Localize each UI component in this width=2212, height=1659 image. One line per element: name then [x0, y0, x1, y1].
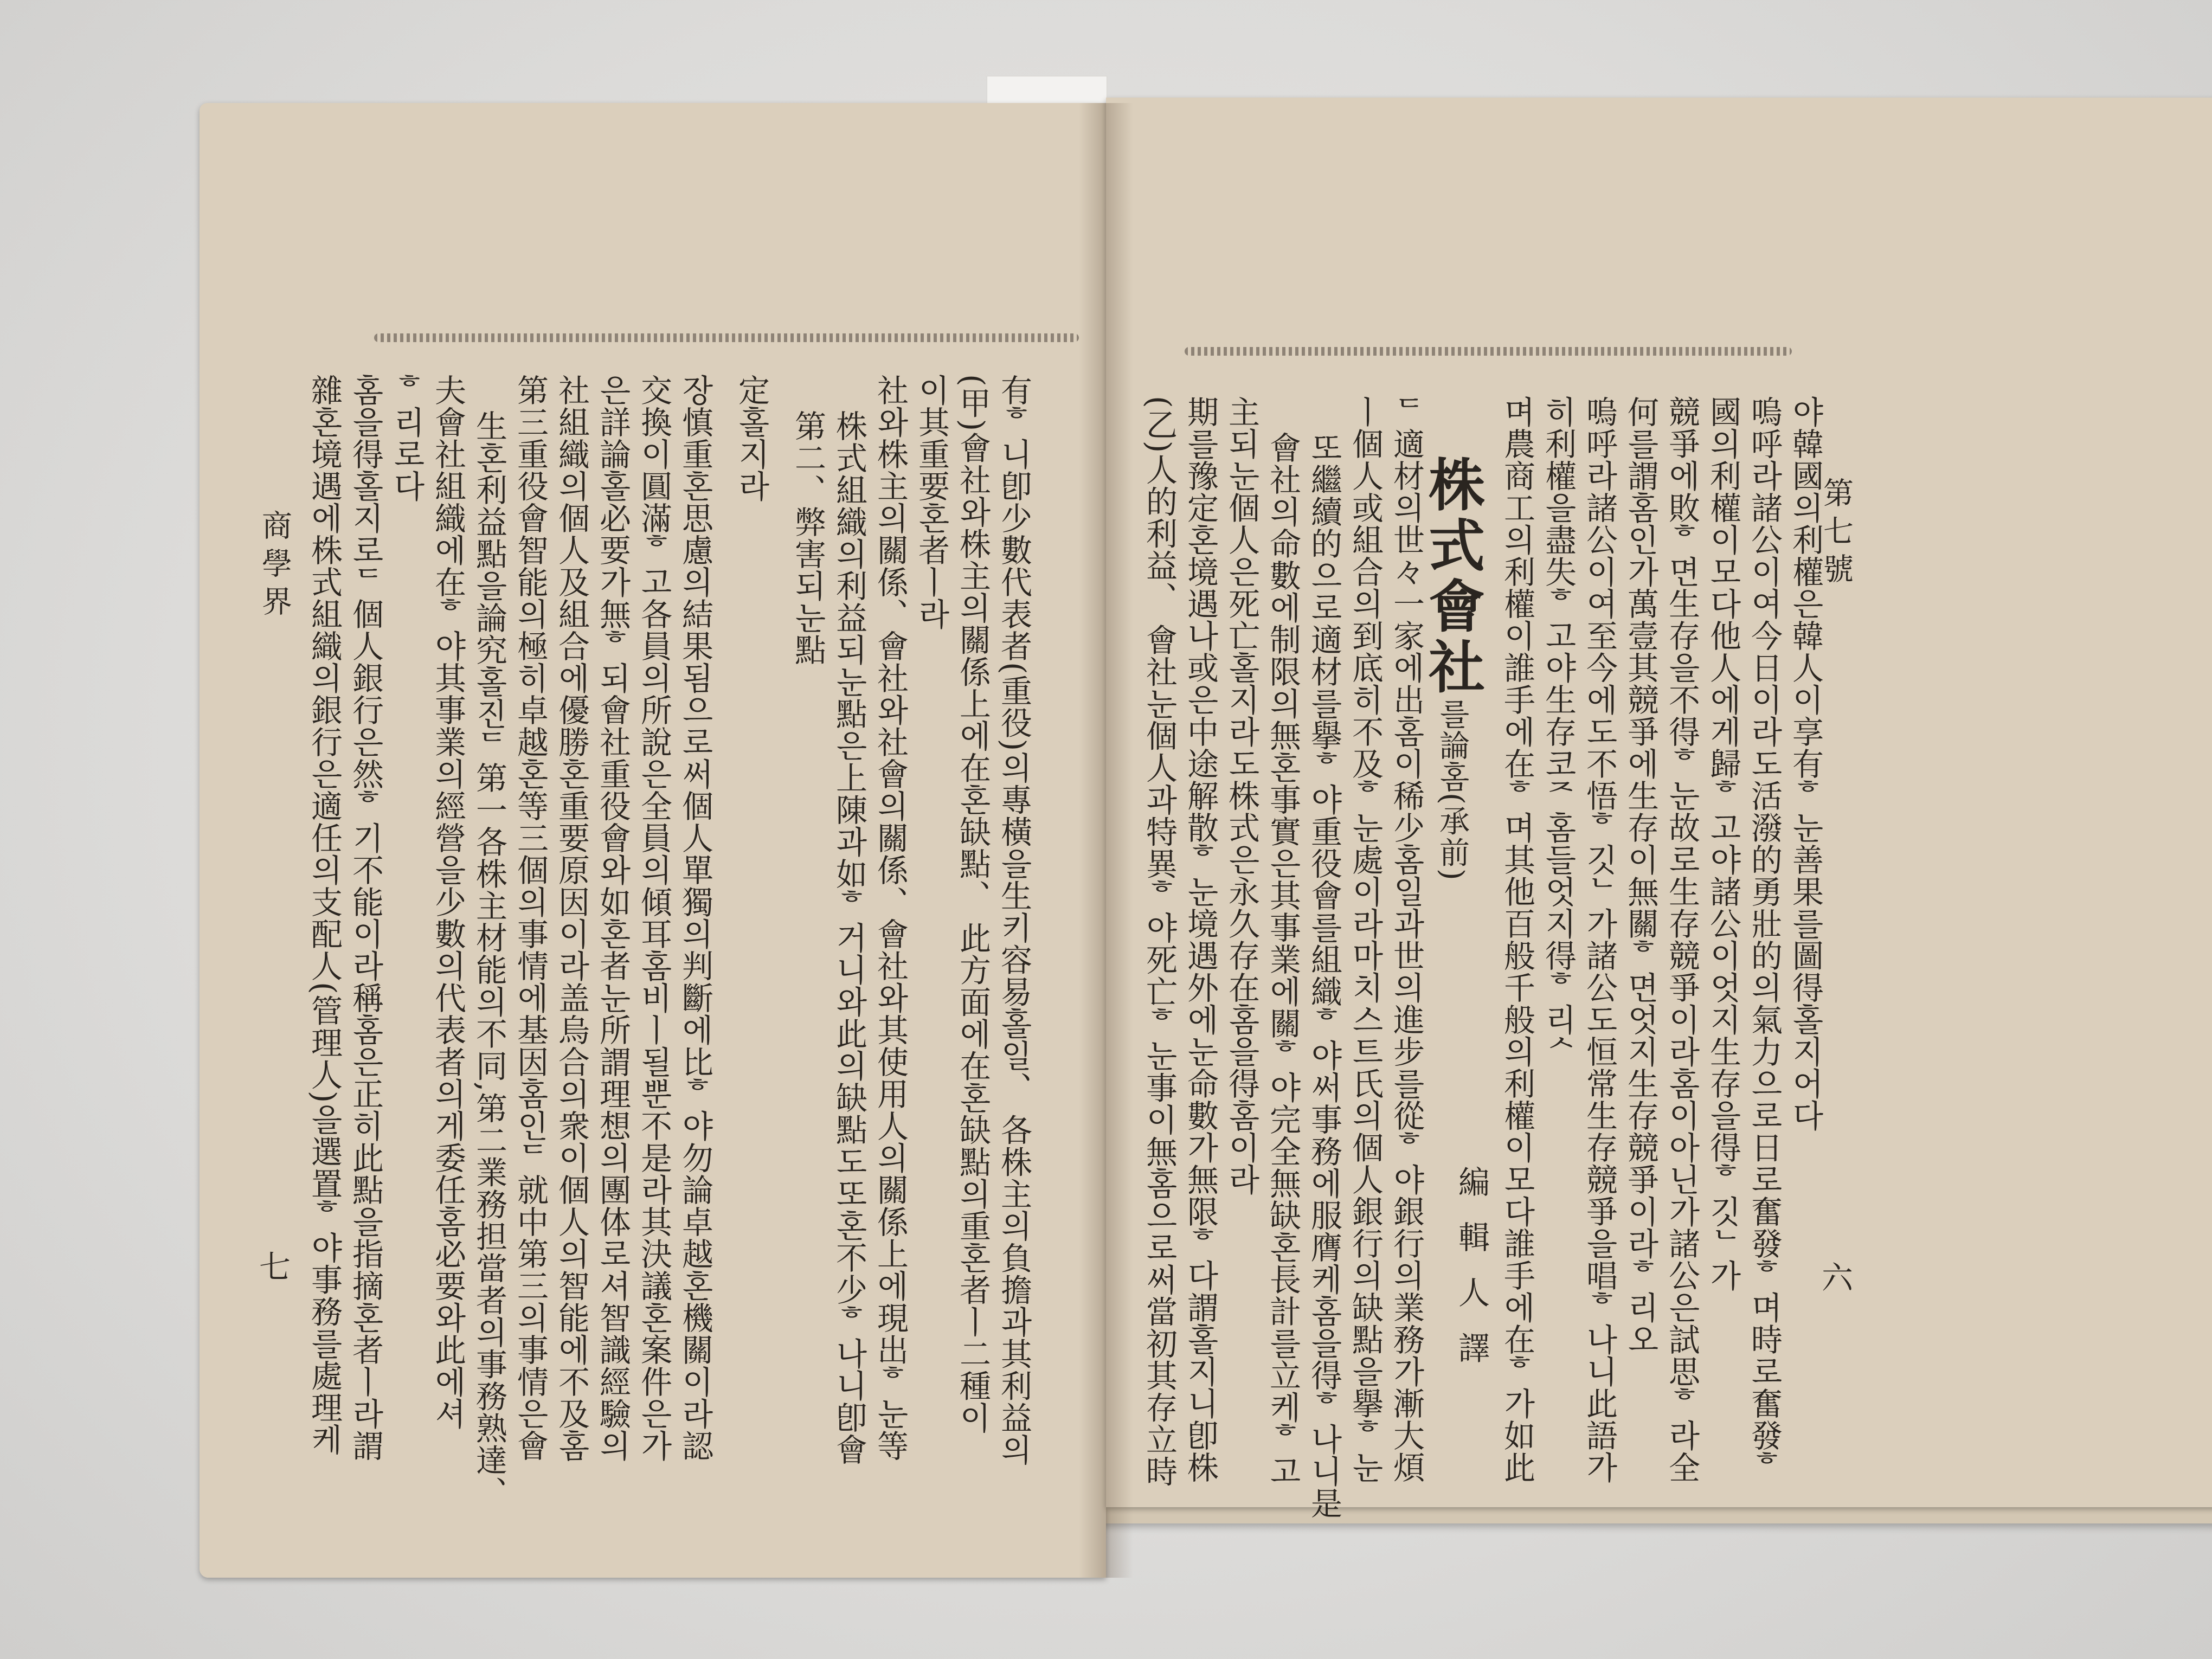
text-column: 交換이圓滿ᄒ고各員의所說은全員의傾耳홈비ㅣ될뿐不是라其決議혼案件은가: [635, 374, 672, 1462]
section-divider: [1185, 347, 1792, 356]
text-column: 第三重役會智能의極히卓越혼等三個의事情에基因홈인ᄃ就中第三의事情은會: [512, 374, 549, 1462]
text-column: ᄃ適材의世々一家에出홈이稀少홈일과世의進步를從ᄒ야銀行의業務가漸大煩: [1388, 396, 1425, 1483]
text-column: 第二、弊害되눈點: [789, 410, 826, 666]
text-column: 何를謂홈인가萬壹其競爭에生存이無關ᄒ면엇지生存競爭이라ᄒ리오: [1622, 396, 1659, 1355]
text-column: 主되눈個人은死亡홀지라도株式은永久存在홈을得홈이라: [1223, 396, 1260, 1195]
text-column: 期를豫定혼境遇나或은中途解散ᄒ눈境遇外에눈命數가無限ᄒ다謂홀지니卽株: [1182, 396, 1219, 1483]
right-page-number: 六: [1822, 1259, 1854, 1296]
text-column: (甲)會社와株主의關係上에在혼缺點、 此方面에在혼缺點의重혼者ㅣ二種이: [954, 374, 991, 1434]
text-column: 홈을得홀지로ᄃ個人銀行은然ᄒ기不能이라稱홈은正히此點을指摘혼者ㅣ라謂: [347, 374, 384, 1462]
text-column: 國의利權이모다他人에게歸ᄒ고야諸公이엇지生存을得ᄒ깃ᄂ가: [1705, 396, 1741, 1291]
text-column: 雜혼境遇에株式組織의銀行은適任의支配人(管理人)을選置ᄒ야事務를處理케: [306, 374, 343, 1456]
text-column: 며農商工의利權이誰手에在ᄒ며其他百般千般의利權이모다誰手에在ᄒ가如此: [1499, 396, 1535, 1483]
article-title: 株式會社: [1419, 455, 1486, 698]
text-column: 또繼續的으로適材를擧ᄒ야重役會를組織ᄒ야써事務에服膺케홈을得ᄒ나니是: [1306, 432, 1342, 1519]
text-column: 夫會社組織에在ᄒ야其事業의經營을少數의代表者의게委任홈必要와此에셔: [429, 374, 466, 1430]
text-column: 이其重要혼者ㅣ라: [913, 374, 950, 630]
text-column: 야韓國의利權은韓人이享有ᄒ눈善果를圖得홀지어다: [1787, 396, 1824, 1131]
text-column: 社組織의個人及組合에優勝혼重要原因이라盖烏合의衆이個人의智能에不及홈: [553, 374, 590, 1462]
text-column: 株式組織의利益되눈點은上陳과如ᄒ거니와此의缺點도또혼不少ᄒ나니卽會: [831, 410, 867, 1465]
left-page-number: 七: [259, 1249, 291, 1285]
section-divider: [374, 333, 1079, 342]
text-column: ㅣ個人或組合의到底히不及ᄒ눈處이라마치스트氏의個人銀行의缺點을擧ᄒ눈: [1347, 396, 1384, 1483]
text-column: ᄒ리로다: [388, 374, 425, 502]
right-intro-text: [1496, 396, 1826, 1483]
article-body: [1139, 396, 1427, 1519]
issue-label: 第七號: [1818, 477, 1854, 591]
text-column: 장慎重혼思慮의結果됨으로써個人單獨의判斷에比ᄒ야勿論卓越혼機關이라認: [677, 374, 713, 1462]
text-column: 嗚呼라諸公이여今日이라도活潑的勇壯的의氣力으로日로奮發ᄒ며時로奮發ᄒ: [1746, 396, 1783, 1483]
byline: 編輯人譯: [1453, 1166, 1490, 1387]
text-column: 生혼利益點을論究홀진ᄃ第一各株主材能의不同,第二業務担當者의事務熟達、: [471, 410, 507, 1508]
running-title: 商學界: [257, 510, 292, 623]
article-heading: [1419, 455, 1486, 882]
text-column: 은詳論홀必要가無ᄒ되會社重役會와如혼者눈所謂理想의團体로셔智識經驗의: [594, 374, 631, 1462]
text-column: (乙)人的利益、 會社눈個人과特異ᄒ야死亡ᄒ눈事이無홈으로써當初其存立時: [1141, 396, 1178, 1488]
text-column: 社와株主의關係、會社와社會의關係、會社와其使用人의關係上에現出ᄒ눈等: [872, 374, 909, 1462]
text-column: 히利權을盡失ᄒ고야生存코ᄌ홈들엇지得ᄒ리ᄉ: [1540, 396, 1577, 1068]
text-column: 有ᄒ니卽少數代表者(重役)의專橫을生키容易홀일、 各株主의負擔과其利益의: [995, 374, 1032, 1466]
book-gutter: [1079, 103, 1133, 1578]
left-page-text: [304, 374, 1034, 1508]
article-title-suffix: 를論홈: [1435, 698, 1470, 793]
text-column: 競爭에敗ᄒ면生存을不得ᄒ눈故로生存競爭이라홈이아닌가諸公은試思ᄒ라全: [1663, 396, 1700, 1483]
text-column: 會社의命數에制限의無혼事實은其事業에關ᄒ야完全無缺혼長計를立케ᄒ고: [1264, 432, 1301, 1487]
text-column: 定홀지라: [733, 374, 770, 502]
article-note: (承前): [1435, 793, 1470, 882]
text-column: 嗚呼라諸公이여至今에도不悟ᄒ깃ᄂ가諸公도恒常生存競爭을唱ᄒ나니此語가: [1581, 396, 1618, 1483]
